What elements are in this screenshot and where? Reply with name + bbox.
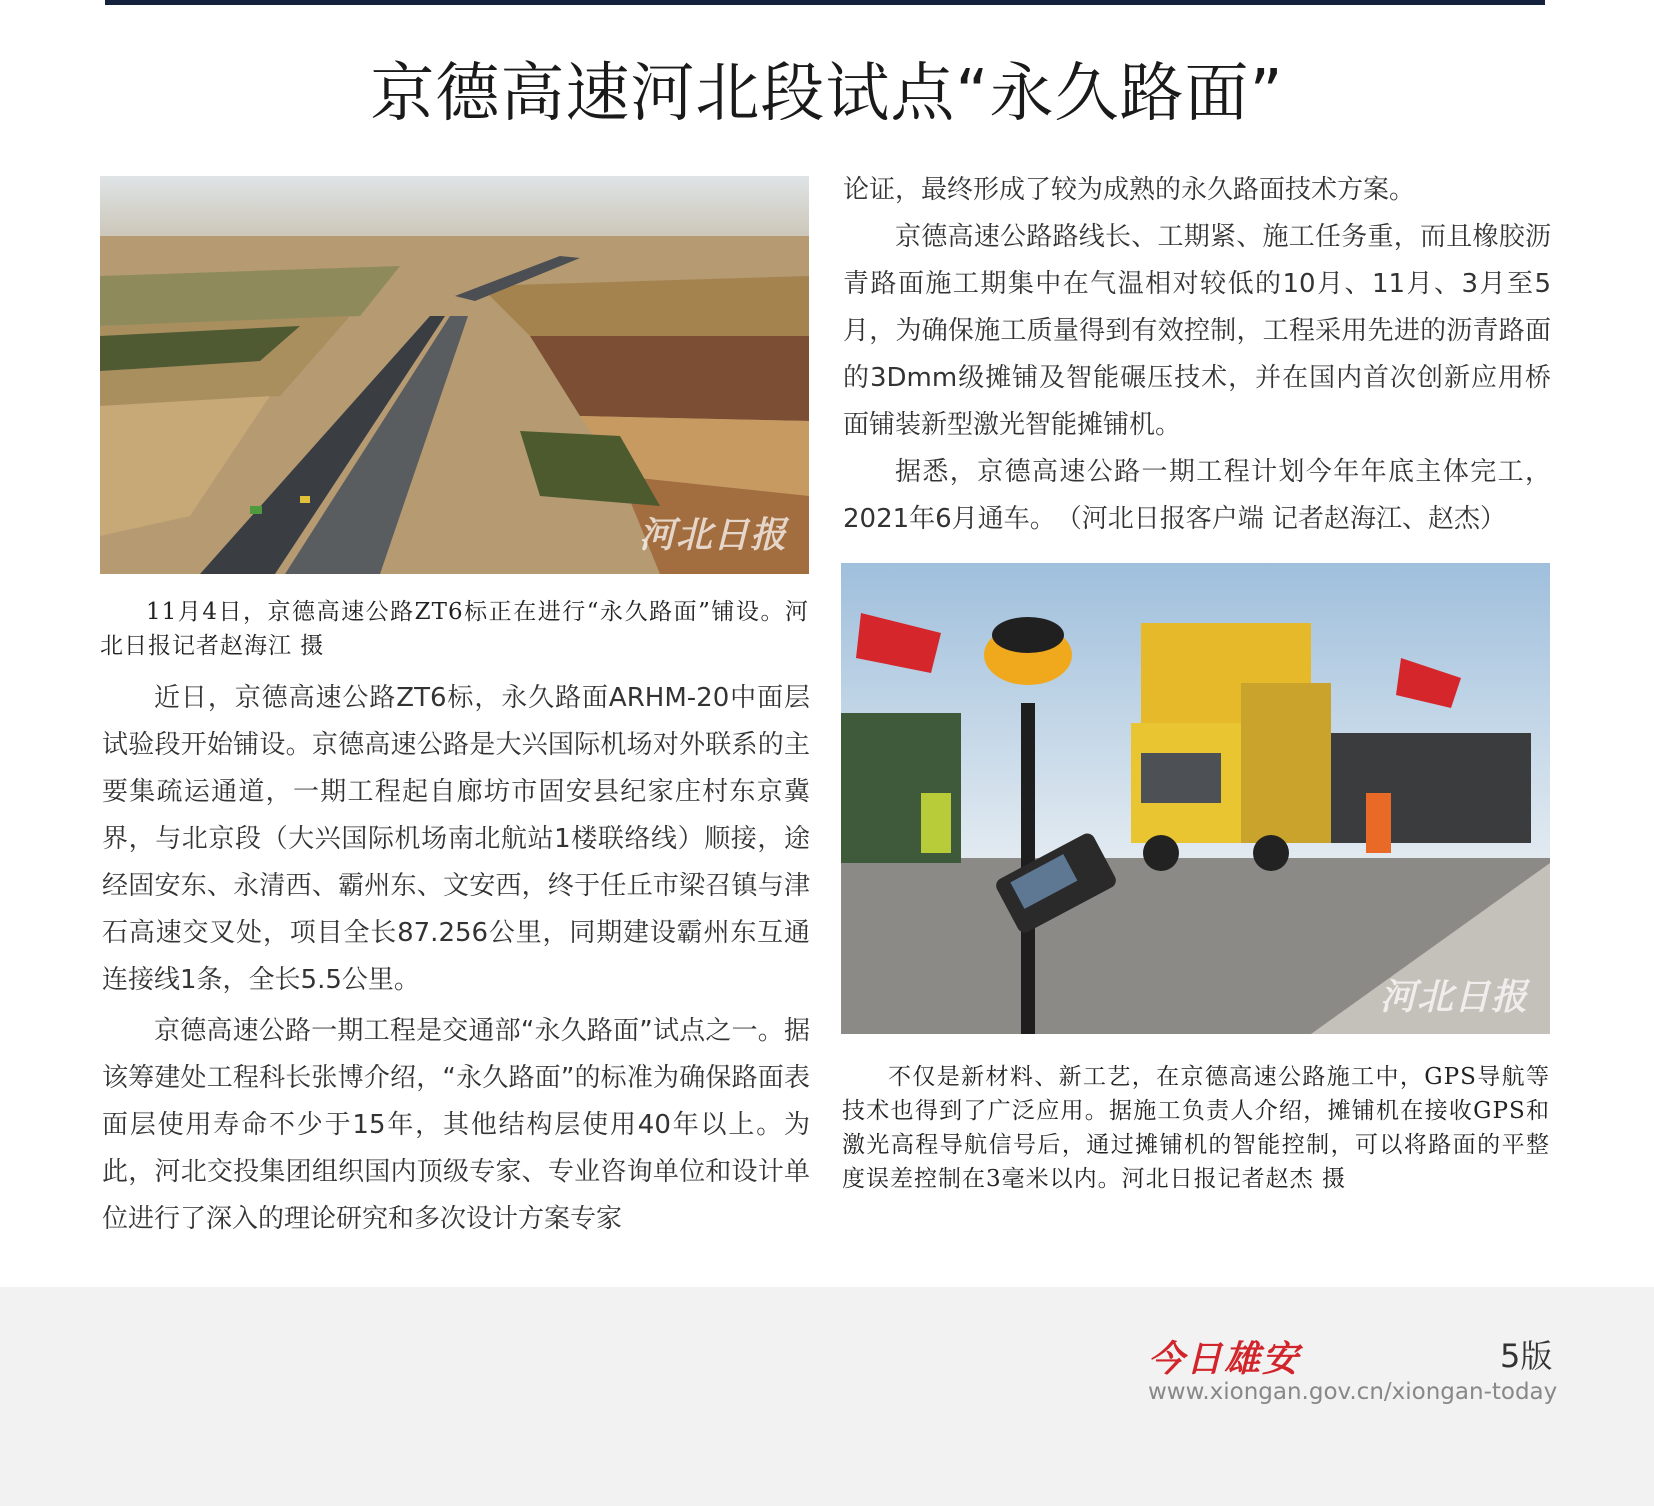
page-number: 5版 bbox=[1500, 1337, 1553, 1375]
article-paragraph-continuation: 论证，最终形成了较为成熟的永久路面技术方案。 bbox=[843, 175, 1416, 205]
article-paragraph: 京德高速公路一期工程是交通部“永久路面”试点之一。据该筹建处工程科长张博介绍，“永久路面”的标准为确保路面表面层使用寿命不少于15年，其他结构层使用40年以上。为此，河北交投集团组织国内顶级专家、专业咨询单位和设计单位进行了深入的理论研究和多次设计方案专家 bbox=[102, 1016, 810, 1234]
article-column-left bbox=[102, 675, 810, 1243]
photo-caption: 不仅是新材料、新工艺，在京德高速公路施工中，GPS导航等技术也得到了广泛应用。据施工负责人介绍，摊铺机在接收GPS和激光高程导航信号后，通过摊铺机的智能控制，可以将路面的平整度误差控制在3毫米以内。河北日报记者赵杰 摄 bbox=[842, 1064, 1550, 1192]
article-paragraph: 近日，京德高速公路ZT6标，永久路面ARHM-20中面层试验段开始铺设。京德高速公路是大兴国际机场对外联系的主要集疏运通道，一期工程起自廊坊市固安县纪家庄村东京冀界，与北京段（大兴国际机场南北航站1楼联络线）顺接，途经固安东、永清西、霸州东、文安西，终于任丘市梁召镇与津石高速交叉处，项目全长87.256公里，同期建设霸州东互通连接线1条，全长5.5公里。 bbox=[102, 683, 810, 995]
article-paragraph: 京德高速公路路线长、工期紧、施工任务重，而且橡胶沥青路面施工期集中在气温相对较低的10月、11月、3月至5月，为确保施工质量得到有效控制，工程采用先进的沥青路面的3Dmm级摊铺及智能碾压技术，并在国内首次创新应用桥面铺装新型激光智能摊铺机。 bbox=[843, 222, 1551, 440]
photo-caption: 11月4日，京德高速公路ZT6标正在进行“永久路面”铺设。河北日报记者赵海江 摄 bbox=[100, 599, 809, 659]
page-footer bbox=[0, 1287, 1654, 1506]
article-paragraph: 据悉，京德高速公路一期工程计划今年年底主体完工，2021年6月通车。 （河北日报客户端 记者赵海江、赵杰） bbox=[843, 457, 1551, 534]
top-divider-bar bbox=[105, 0, 1545, 5]
article-headline: 京德高速河北段试点“永久路面” bbox=[370, 57, 1284, 131]
gps-paving-photo bbox=[841, 563, 1550, 1034]
gps-paving-illustration bbox=[841, 563, 1550, 1034]
aerial-highway-photo bbox=[100, 176, 809, 574]
article-column-right bbox=[843, 167, 1551, 543]
photo-watermark: 河北日报 bbox=[638, 514, 787, 556]
site-url: www.xiongan.gov.cn/xiongan-today bbox=[1148, 1379, 1558, 1405]
photo-watermark: 河北日报 bbox=[1379, 976, 1528, 1018]
brand-logo: 今日雄安 bbox=[1148, 1338, 1301, 1380]
